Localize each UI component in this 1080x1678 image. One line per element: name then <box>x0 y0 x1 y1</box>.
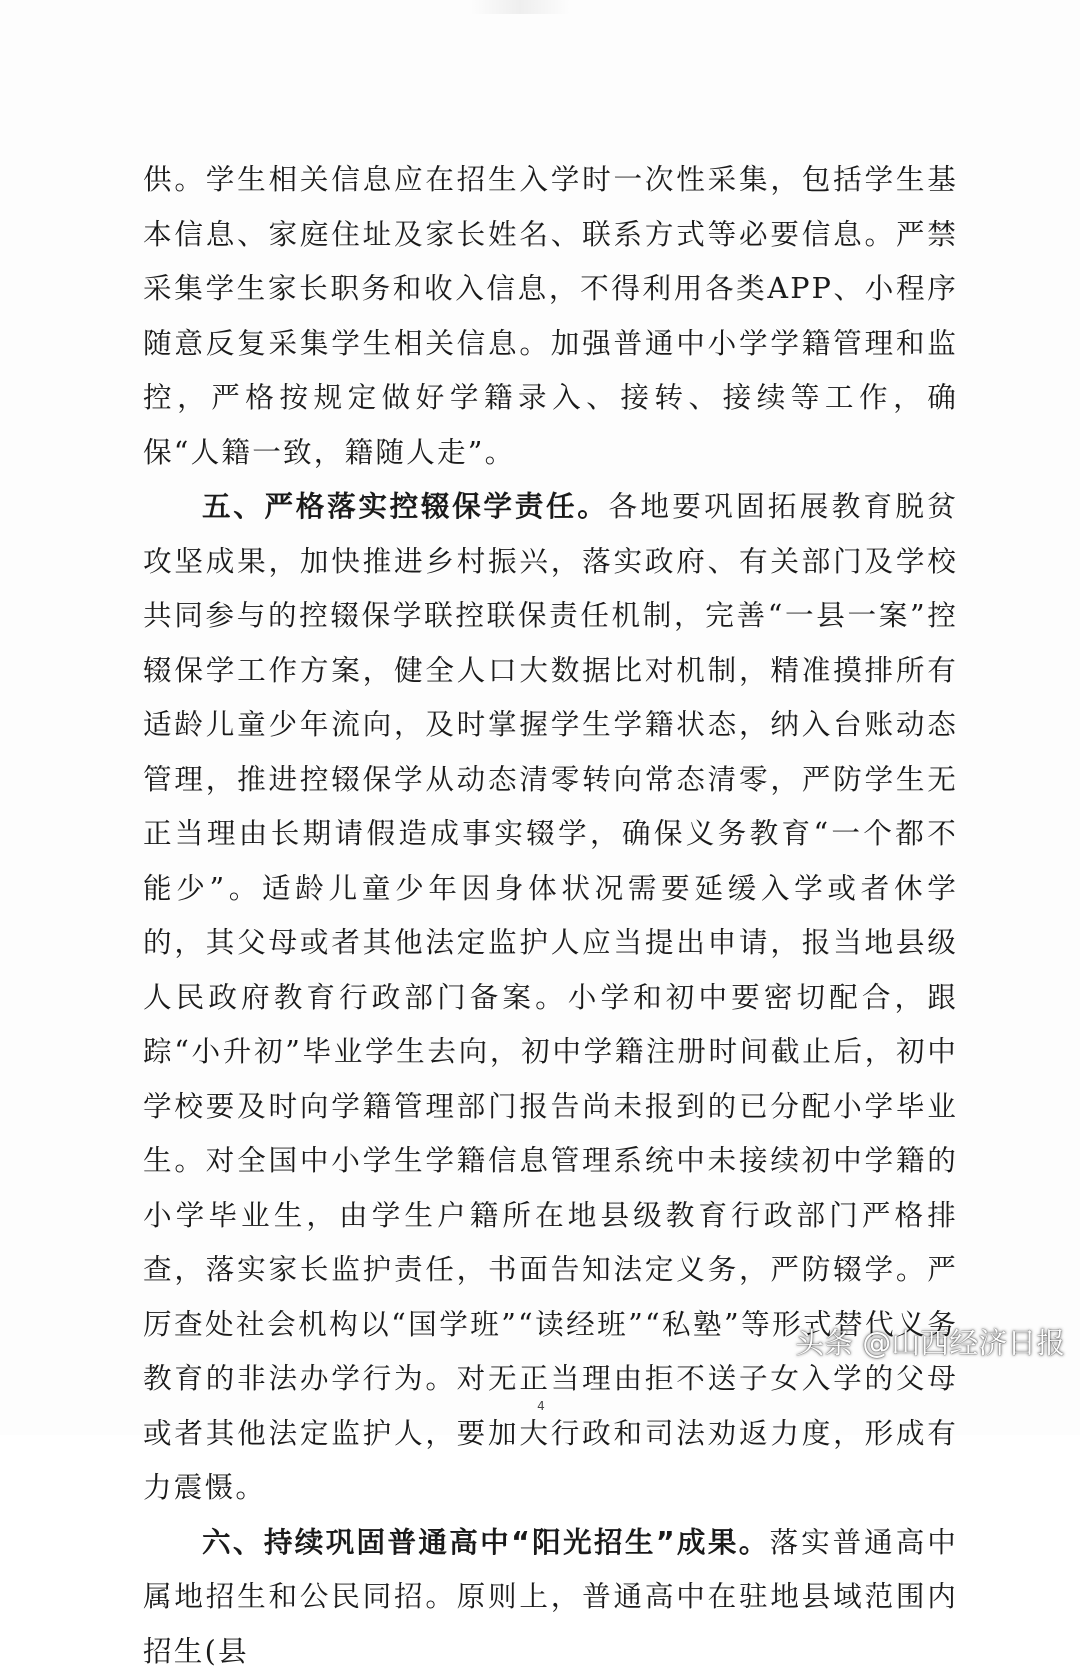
paragraph-section-6 <box>143 1515 958 1678</box>
source-watermark: 头条 @山西经济日报 <box>795 1319 1060 1363</box>
paragraph-text: 落实普通高中属地招生和公民同招。原则上，普通高中在驻地县域范围内招生(县 <box>143 1525 958 1668</box>
page-number: 4 <box>536 1399 546 1413</box>
section-heading: 六、持续巩固普通高中“阳光招生”成果。 <box>202 1525 770 1559</box>
paragraph-text: 各地要巩固拓展教育脱贫攻坚成果，加快推进乡村振兴，落实政府、有关部门及学校共同参与的控辍保学联控联保责任机制，完善“一县一案”控辍保学工作方案，健全人口大数据比对机制，精准摸排所有适龄儿童少年流向，及时掌握学生学籍状态，纳入台账动态管理，推进控辍保学从动态清零转向常态清零，严防学生无正当理由长期请假造成事实辍学，确保义务教育“一个都不能少”。适龄儿童少年因身体状况需要延缓入学或者休学的，其父母或者其他法定监护人应当提出申请，报当地县级人民政府教育行政部门备案。小学和初中要密切配合，跟踪“小升初”毕业学生去向，初中学籍注册时间截止后，初中学校要及时向学籍管理部门报告尚未报到的已分配小学毕业生。对全国中小学生学籍信息管理系统中未接续初中学籍的小学毕业生，由学生户籍所在地县级教育行政部门严格排查，落实家长监护责任，书面告知法定义务，严防辍学。严厉查处社会机构以“国学班”“读经班”“私塾”等形式替代义务教育的非法办学行为。对无正当理由拒不送子女入学的父母或者其他法定监护人，要加大行政和司法劝返力度，形成有力震慑。 <box>143 489 958 1504</box>
document-body <box>143 152 958 1678</box>
paragraph-text: 供。学生相关信息应在招生入学时一次性采集，包括学生基本信息、家庭住址及家长姓名、联系方式等必要信息。严禁采集学生家长职务和收入信息，不得利用各类APP、小程序随意反复采集学生相关信息。加强普通中小学学籍管理和监控，严格按规定做好学籍录入、接转、接续等工作，确保“人籍一致，籍随人走”。 <box>143 162 958 469</box>
paragraph-continuation <box>143 152 958 479</box>
section-heading: 五、严格落实控辍保学责任。 <box>202 489 609 523</box>
scan-artifact <box>470 0 570 14</box>
